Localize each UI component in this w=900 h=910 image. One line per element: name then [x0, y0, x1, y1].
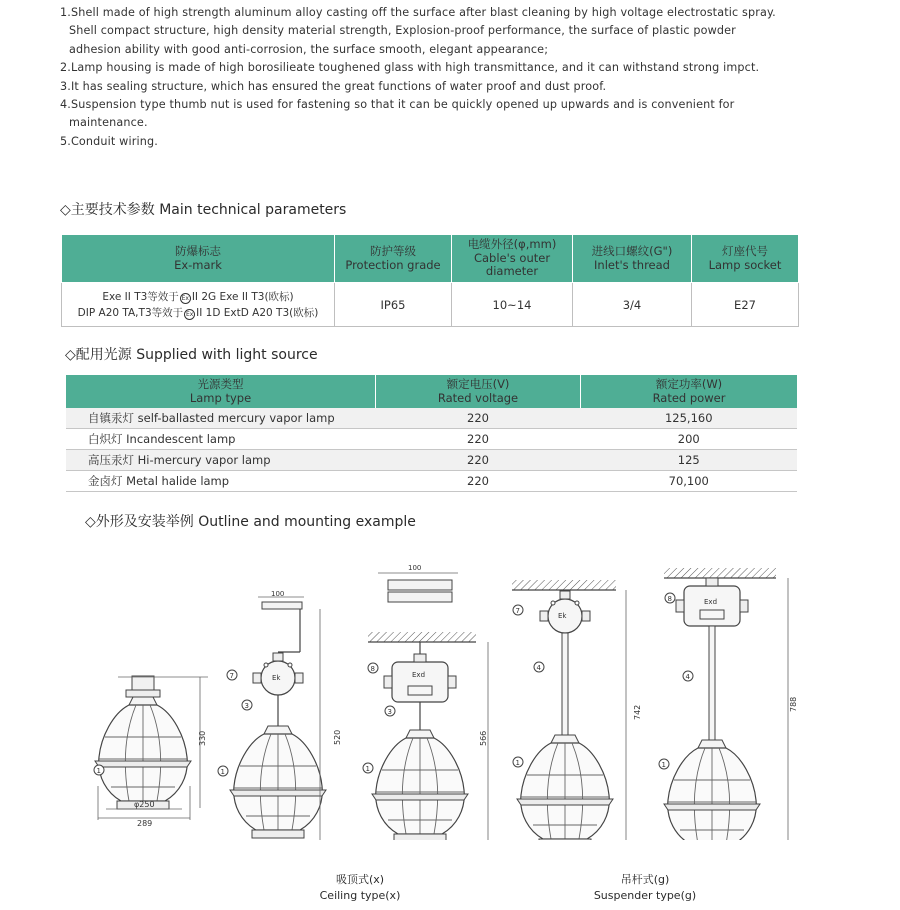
header-en: Protection grade — [345, 257, 441, 272]
header-cn: 防护等级 — [370, 244, 416, 258]
lamp-drawing-4 — [512, 580, 642, 840]
dim-289-label: 289 — [137, 819, 153, 828]
exd-label: Exd — [412, 671, 426, 679]
caption-cn: 吸顶式(x) — [335, 873, 385, 886]
header-en: Lamp type — [189, 390, 252, 405]
header-cn: 额定电压(V) — [446, 377, 510, 391]
technical-section-title: ◇主要技术参数 Main technical parameters — [60, 202, 347, 218]
ex-symbol-icon: Ex — [185, 310, 194, 318]
callout-1: 1 — [515, 759, 520, 767]
callout-1: 1 — [220, 768, 225, 776]
technical-parameters-table — [61, 234, 799, 327]
power-cell: 200 — [581, 429, 798, 450]
exd-label: Exd — [704, 598, 718, 606]
lamp-type-cell: 白炽灯 Incandescent lamp — [66, 429, 376, 450]
ceiling-caption — [300, 872, 420, 904]
dim-330-label: 330 — [198, 730, 207, 746]
header-en: Ex-mark — [174, 257, 222, 272]
header-en: Rated voltage — [437, 390, 519, 405]
header-rated-voltage — [376, 375, 581, 408]
header-exmark — [62, 235, 335, 283]
header-cn: 电缆外径(φ,mm) — [467, 237, 557, 252]
voltage-cell: 220 — [376, 471, 581, 492]
callout-8: 8 — [667, 595, 672, 603]
caption-en: Suspender type(g) — [593, 889, 697, 902]
callout-8: 8 — [370, 665, 375, 673]
dim-100b-label: 100 — [408, 564, 422, 572]
exmark-cell — [62, 283, 335, 327]
table-row — [66, 450, 797, 471]
feature-line: 3.It has sealing structure, which has ensured the great functions of water proof and dust proof. — [60, 79, 607, 93]
lamp-drawing-1 — [94, 676, 208, 828]
voltage-cell: 220 — [376, 408, 581, 429]
callout-4: 4 — [685, 673, 690, 681]
header-cable — [452, 235, 573, 283]
lamp-type-cell: 自镇汞灯 self-ballasted mercury vapor lamp — [66, 408, 376, 429]
ek-label: Ek — [558, 612, 567, 620]
exmark-text: Exe II T3等效于 — [102, 290, 179, 303]
caption-cn: 吊杆式(g) — [620, 873, 670, 886]
outline-section-title: ◇外形及安装举例 Outline and mounting example — [85, 514, 416, 530]
power-cell: 125 — [581, 450, 798, 471]
callout-7: 7 — [229, 672, 234, 680]
feature-line: Shell compact structure, high density material strength, Explosion-proof performance, the surface of plastic powder — [69, 24, 736, 38]
voltage-cell: 220 — [376, 450, 581, 471]
header-en: Lamp socket — [708, 257, 782, 272]
dim-788-label: 788 — [789, 696, 798, 712]
header-thread — [573, 235, 692, 283]
feature-line: adhesion ability with good anti-corrosion, the surface smooth, elegant appearance; — [69, 42, 549, 56]
feature-line: 1.Shell made of high strength aluminum alloy casting off the surface after blast cleaning by high voltage electrostatic spray. — [60, 6, 776, 19]
header-cn: 进线口螺纹(G") — [591, 244, 673, 258]
callout-3: 3 — [387, 708, 392, 716]
light-section-title: ◇配用光源 Supplied with light source — [65, 347, 318, 363]
header-lamp-type — [66, 375, 376, 408]
header-cn: 防爆标志 — [175, 244, 221, 258]
header-cn: 额定功率(W) — [655, 377, 723, 391]
caption-en: Ceiling type(x) — [319, 889, 401, 902]
header-protection — [335, 235, 452, 283]
lamp-type-cell: 金卤灯 Metal halide lamp — [66, 471, 376, 492]
dim-520-label: 520 — [333, 729, 342, 745]
callout-1: 1 — [661, 761, 666, 769]
callout-7: 7 — [515, 607, 520, 615]
table-row — [66, 471, 797, 492]
exmark-text: II 2G Exe II T3(欧标) — [191, 290, 294, 303]
dim-742-label: 742 — [633, 704, 642, 720]
feature-line: maintenance. — [69, 116, 148, 130]
callout-1: 1 — [365, 765, 370, 773]
header-en: Rated power — [652, 390, 726, 405]
exmark-text: DIP A20 TA,T3等效于 — [77, 306, 184, 319]
cable-value: 10~14 — [452, 283, 573, 327]
header-cn: 灯座代号 — [722, 244, 768, 258]
lamp-type-cell: 高压汞灯 Hi-mercury vapor lamp — [66, 450, 376, 471]
lamp-drawing-3 — [363, 564, 488, 840]
dim-566-label: 566 — [479, 730, 488, 746]
header-en: Inlet's thread — [594, 257, 670, 272]
ek-label: Ek — [272, 674, 281, 682]
callout-1: 1 — [96, 767, 101, 775]
header-socket — [692, 235, 799, 283]
outline-drawing — [0, 540, 900, 840]
thread-value: 3/4 — [573, 283, 692, 327]
dim-250-label: φ250 — [134, 800, 155, 809]
header-en: Cable's outer diameter — [473, 250, 551, 279]
feature-line: 5.Conduit wiring. — [60, 134, 158, 148]
power-cell: 125,160 — [581, 408, 798, 429]
ex-symbol-icon: Ex — [181, 294, 189, 302]
dim-100a-label: 100 — [271, 590, 285, 598]
socket-value: E27 — [692, 283, 799, 327]
table-row — [66, 408, 797, 429]
lamp-drawing-2 — [218, 590, 342, 840]
header-cn: 光源类型 — [197, 377, 244, 391]
exmark-text: II 1D ExtD A20 T3(欧标) — [196, 306, 319, 319]
suspender-caption — [580, 872, 710, 904]
protection-value: IP65 — [335, 283, 452, 327]
light-source-table — [66, 375, 797, 492]
feature-list — [60, 4, 840, 151]
callout-3: 3 — [244, 702, 249, 710]
feature-line: 2.Lamp housing is made of high borosilieate toughened glass with high transmittance, and it can withstand strong impct. — [60, 61, 760, 75]
callout-4: 4 — [536, 664, 541, 672]
feature-line: 4.Suspension type thumb nut is used for fastening so that it can be quickly opened up upwards and is convenient for — [60, 98, 735, 112]
voltage-cell: 220 — [376, 429, 581, 450]
table-row — [66, 429, 797, 450]
header-rated-power — [581, 375, 798, 408]
power-cell: 70,100 — [581, 471, 798, 492]
lamp-drawing-5 — [659, 568, 798, 840]
